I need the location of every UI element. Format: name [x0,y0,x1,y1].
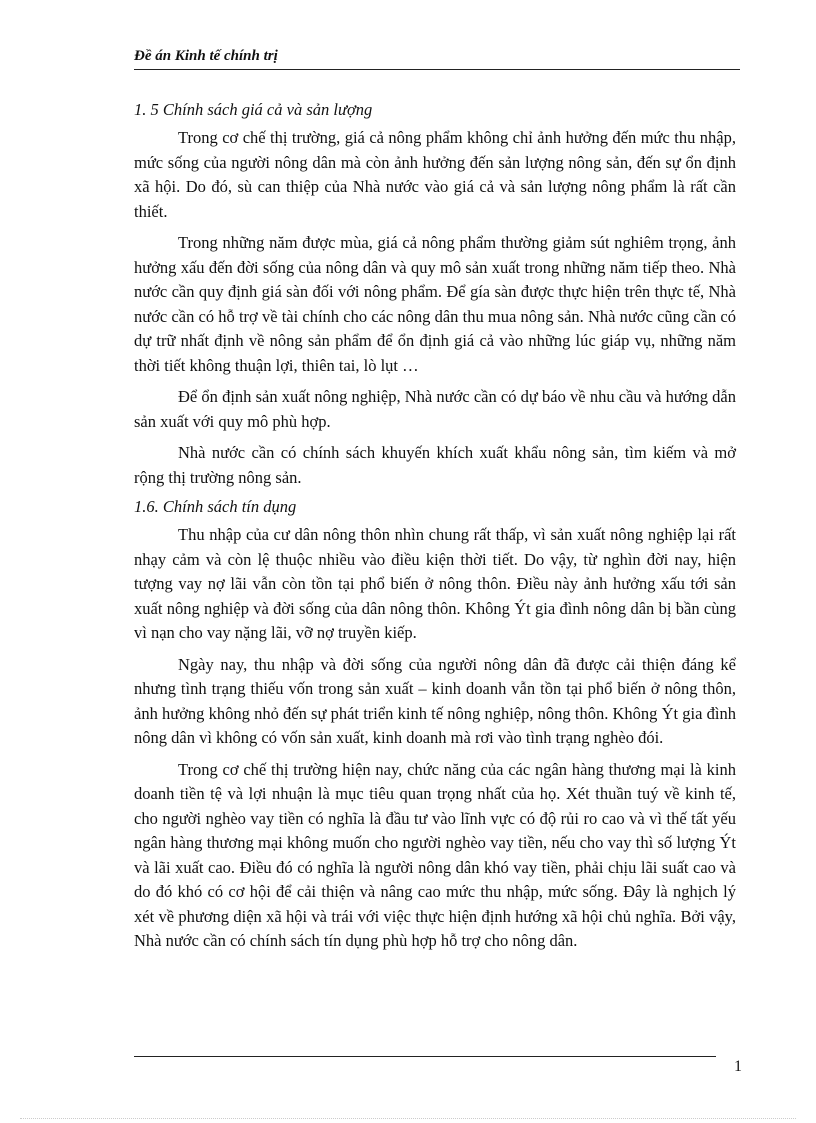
page-number: 1 [734,1058,742,1075]
footer-divider [134,1056,716,1057]
paragraph: Ngày nay, thu nhập và đời sống của người nông dân đã được cải thiện đáng kể nhưng tình trạng thiếu vốn trong sản xuất – kinh doanh vẫn tồn tại phổ biến ở nông thôn, ảnh hưởng không nhỏ đến sự phát triển kinh tế nông nghiệp, nông thôn. Không Ýt gia đình nông dân vì không có vốn sản xuất, kinh doanh mà rơi vào tình trạng nghèo đói. [134,654,736,747]
paragraph: Thu nhập của cư dân nông thôn nhìn chung rất thấp, vì sản xuất nông nghiệp lại rất nhạy cảm và còn lệ thuộc nhiều vào điều kiện thời tiết. Do vậy, từ nghìn đời nay, hiện tượng vay nợ lãi vẫn còn tồn tại phổ biến ở nông thôn. Điều này ảnh hưởng xấu tới sản xuất nông nghiệp và đời sống của dân nông thôn. Không Ýt gia đình nông dân bị bần cùng vì nạn cho vay nặng lãi, vỡ nợ truyền kiếp. [134,525,736,642]
header-divider [134,69,740,70]
paragraph: Trong cơ chế thị trường, giá cả nông phẩm không chỉ ảnh hưởng đến mức thu nhập, mức sống của người nông dân mà còn ảnh hưởng đến sản lượng nông sản, đến sự ổn định xã hội. Do đó, sù can thiệp của Nhà nước vào giá cả và sản lượng nông phẩm là rất cần thiết. [134,128,736,221]
paragraph: Để ổn định sản xuất nông nghiệp, Nhà nước cần có dự báo về nhu cầu và hướng dẫn sản xuất với quy mô phù hợp. [134,387,736,431]
document-body [134,100,736,961]
section-heading-credit-policy: 1.6. Chính sách tín dụng [134,497,297,516]
running-header: Đề án Kinh tế chính trị [134,48,278,64]
paragraph: Nhà nước cần có chính sách khuyến khích xuất khẩu nông sản, tìm kiếm và mở rộng thị trường nông sản. [134,443,736,487]
section-heading-price-policy: 1. 5 Chính sách giá cả và sản lượng [134,100,373,119]
paragraph: Trong cơ chế thị trường hiện nay, chức năng của các ngân hàng thương mại là kinh doanh tiền tệ và lợi nhuận là mục tiêu quan trọng nhất của họ. Xét thuần tuý về kinh tế, cho người nghèo vay tiền có nghĩa là đầu tư vào lĩnh vực có độ rủi ro cao và vì thế tất yếu ngân hàng thương mại không muốn cho người nghèo vay tiền, nếu cho vay thì số lượng Ýt và lãi xuất cao. Điều đó có nghĩa là người nông dân khó vay tiền, phải chịu lãi suất cao và do đó khó có cơ hội để cải thiện và nâng cao mức thu nhập, mức sống. Đây là nghịch lý xét về phương diện xã hội và trái với việc thực hiện định hướng xã hội chủ nghĩa. Bởi vậy, Nhà nước cần có chính sách tín dụng phù hợp hỗ trợ cho nông dân. [134,759,736,950]
page-bottom-dotted-border [20,1118,796,1119]
paragraph: Trong những năm được mùa, giá cả nông phẩm thường giảm sút nghiêm trọng, ảnh hưởng xấu đến đời sống của nông dân và quy mô sản xuất trong những năm tiếp theo. Nhà nước cần quy định giá sàn đối với nông phẩm. Để gía sàn được thực hiện trên thực tế, Nhà nước cần có hỗ trợ về tài chính cho các nông dân thu mua nông sản. Nhà nước cũng cần có dự trữ nhất định về nông sản phẩm để ổn định giá cả vào những lúc giáp vụ, những năm thời tiết không thuận lợi, thiên tai, lò lụt … [134,233,736,375]
